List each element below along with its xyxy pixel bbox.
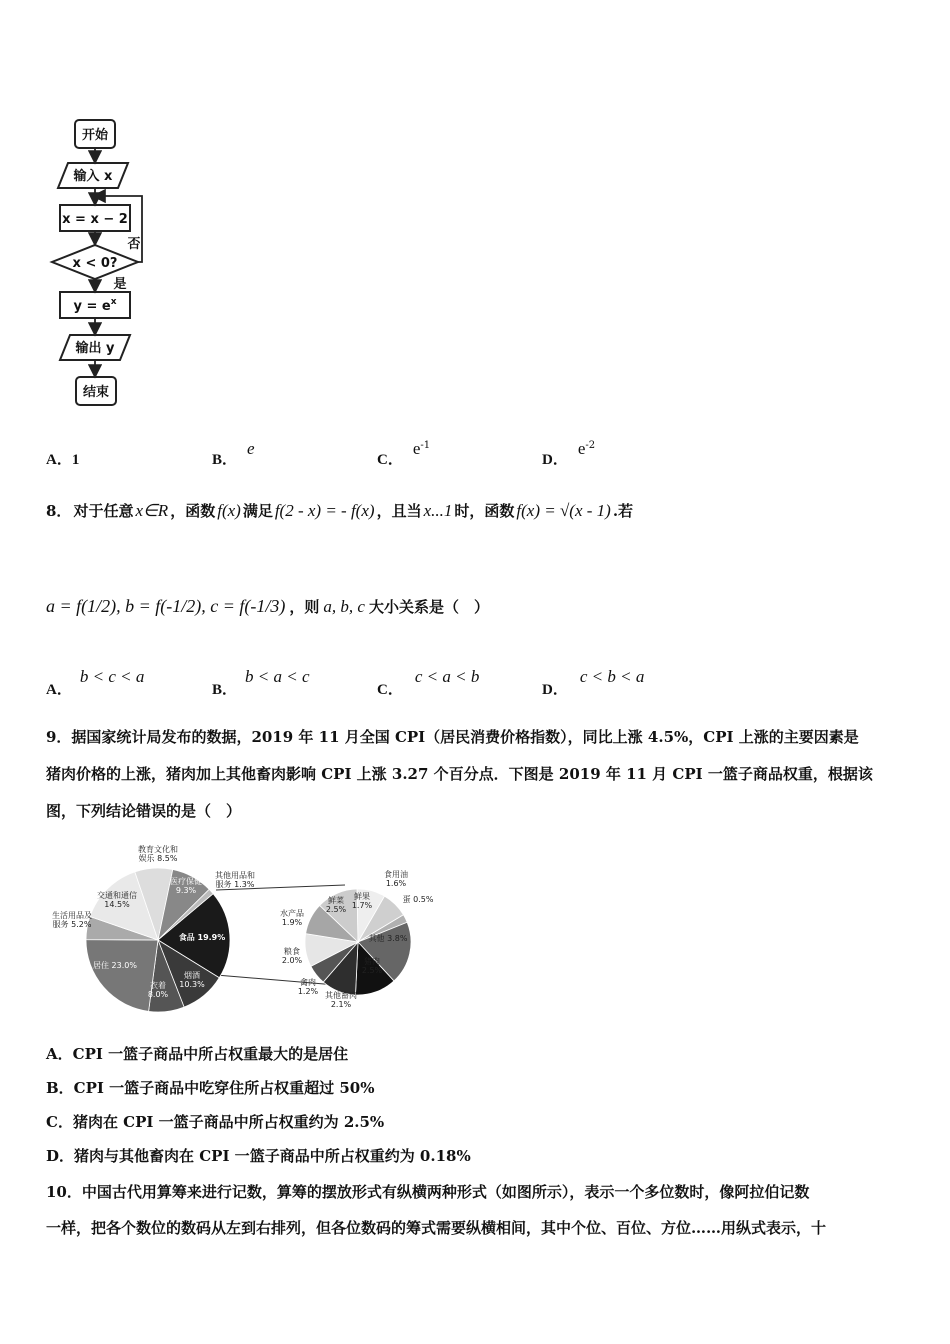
slice-label: 鲜果 1.7% [351, 892, 373, 910]
flow-end-text: 结束 [82, 385, 110, 400]
slice-label: 教育文化和娱乐 8.5% [138, 845, 178, 863]
q8-number: 8． [46, 502, 72, 520]
flow-compute-text: $y = e^x$ [73, 297, 117, 314]
q9-stem-line1: 9．据国家统计局发布的数据，2019 年 11 月全国 CPI（居民消费价格指数），同比上涨 4.5%，CPI 上涨的主要因素是 [46, 728, 859, 746]
slice-label: 交通和通信 14.5% [97, 891, 137, 909]
flow-yes-label: 是 [113, 277, 127, 292]
q7-option-a[interactable] [46, 448, 79, 469]
option-value: e [577, 439, 586, 458]
option-label: D． [542, 452, 568, 468]
food-pie [280, 869, 434, 1009]
q8-text: 大小关系是（ ） [368, 598, 489, 616]
q8-text: 对于任意 [73, 502, 134, 520]
slice-label: 猪肉 2.5% [361, 957, 383, 975]
q8-option-c[interactable] [377, 666, 480, 698]
q8-definitions: a = f(1/2), b = f(-1/2), c = f(-1/3) [46, 596, 286, 616]
flowchart [40, 110, 180, 415]
option-value: e [247, 439, 255, 458]
q10-stem-line1: 10．中国古代用算筹来进行记数，算筹的摆放形式有纵横两种形式（如图所示），表示一个多位数时，像阿拉伯记数 [46, 1183, 810, 1201]
option-value: c < a < b [414, 667, 480, 686]
option-label: B． [212, 682, 238, 698]
q7-option-b[interactable] [212, 439, 255, 468]
slice-label: 水产品 1.9% [280, 909, 304, 927]
option-value: 1 [71, 452, 80, 468]
slice-label: 蛋 0.5% [402, 895, 434, 904]
q8-text: ，则 [289, 598, 320, 616]
q8-math: f(2 - x) = - f(x) [274, 500, 375, 520]
q8-text: 满足 [242, 502, 273, 520]
q8-option-a[interactable] [46, 666, 145, 698]
q8-stem-line1 [46, 500, 633, 521]
option-value: c < b < a [579, 667, 645, 686]
pie-slice [86, 940, 158, 1012]
slice-label: 粮食 2.0% [281, 947, 303, 965]
option-label: C． [377, 452, 403, 468]
flow-no-label: 否 [127, 237, 141, 252]
q8-vars: a, b, c [323, 596, 365, 616]
q8-text: 时，函数 [454, 502, 515, 520]
option-label: A． [46, 682, 72, 698]
slice-label: 居住 23.0% [93, 961, 137, 970]
q7-option-d[interactable] [542, 438, 596, 468]
flow-input-text: 输入 x [73, 169, 113, 184]
q8-math: x...1 [423, 500, 453, 520]
option-label: A． [46, 452, 72, 468]
q9-option-a[interactable]: A．CPI 一篮子商品中所占权重最大的是居住 [46, 1045, 349, 1063]
q8-option-d[interactable] [542, 666, 645, 698]
option-label: C． [377, 682, 403, 698]
q9-option-b[interactable]: B．CPI 一篮子商品中吃穿住所占权重超过 50% [46, 1079, 375, 1097]
slice-label: 其他 3.8% [368, 934, 408, 943]
option-label: B． [212, 452, 238, 468]
slice-label: 鲜菜 2.5% [325, 896, 347, 914]
cpi-pie-charts [40, 840, 460, 1020]
q8-math: x∈R [135, 500, 169, 520]
option-value: b < a < c [245, 667, 310, 686]
q8-text: ，且当 [376, 502, 422, 520]
q9-stem-line3: 图，下列结论错误的是（ ） [46, 802, 242, 820]
slice-label: 医疗保健 9.3% [170, 877, 202, 895]
q8-math: f(x) [217, 500, 241, 520]
option-value: e [412, 439, 421, 458]
q8-stem-line2 [46, 596, 489, 617]
slice-label: 衣着 8.0% [147, 981, 169, 999]
slice-label: 食用油 1.6% [384, 870, 408, 888]
q7-option-c[interactable] [377, 438, 431, 468]
q8-option-b[interactable] [212, 666, 310, 698]
slice-label: 其他畜肉 2.1% [325, 991, 357, 1009]
slice-label: 食品 19.9% [178, 933, 226, 942]
flow-cond-text: x < 0? [72, 256, 118, 271]
slice-label: 生活用品及服务 5.2% [52, 911, 92, 929]
option-value: b < c < a [79, 667, 145, 686]
option-exponent: -2 [585, 439, 596, 451]
q10-stem-line2: 一样，把各个数位的数码从左到右排列，但各位数码的筹式需要纵横相间，其中个位、百位、方位……用纵式表示，十 [46, 1219, 827, 1237]
flow-output-text: 输出 y [75, 341, 115, 356]
flow-start-text: 开始 [81, 128, 109, 143]
slice-label: 禽肉 1.2% [297, 978, 319, 996]
option-label: D． [542, 682, 568, 698]
q8-text: ，函数 [170, 502, 216, 520]
q9-stem-line2: 猪肉价格的上涨，猪肉加上其他畜肉影响 CPI 上涨 3.27 个百分点．下图是 2019 年 11 月 CPI 一篮子商品权重，根据该 [46, 765, 873, 783]
q8-math: f(x) = √(x - 1) [516, 500, 611, 520]
main-pie [52, 844, 255, 1012]
option-exponent: -1 [420, 439, 431, 451]
q9-option-c[interactable]: C．猪肉在 CPI 一篮子商品中所占权重约为 2.5% [46, 1113, 385, 1131]
q9-option-d[interactable]: D．猪肉与其他畜肉在 CPI 一篮子商品中所占权重约为 0.18% [46, 1147, 471, 1165]
q8-text: .若 [612, 502, 634, 520]
slice-label: 其他用品和服务 1.3% [215, 871, 255, 889]
slice-label: 烟酒 10.3% [179, 971, 205, 989]
flow-assign-text: x = x − 2 [62, 212, 128, 227]
